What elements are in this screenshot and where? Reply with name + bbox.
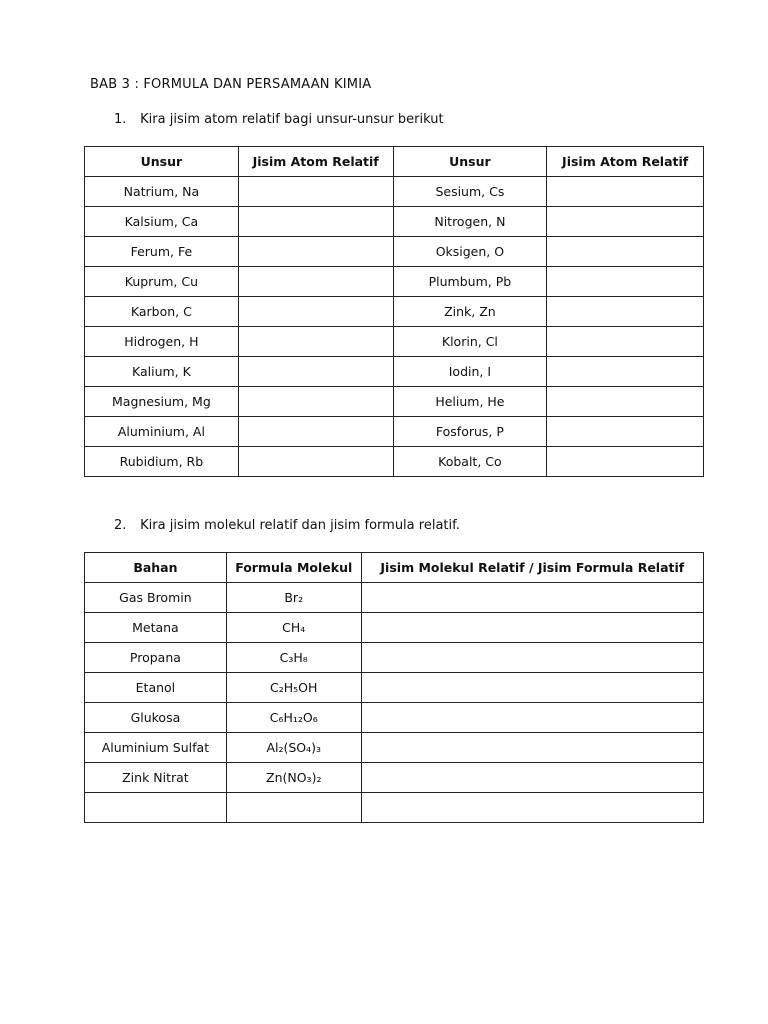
formula-cell[interactable] [226,793,361,823]
element-cell: Rubidium, Rb [85,447,239,477]
answer-cell[interactable] [547,297,704,327]
element-cell: Oksigen, O [393,237,547,267]
formula-cell: C₂H₅OH [226,673,361,703]
element-cell: Karbon, C [85,297,239,327]
page-title: BAB 3 : FORMULA DAN PERSAMAAN KIMIA [90,77,372,92]
element-cell: Zink, Zn [393,297,547,327]
substance-cell: Etanol [85,673,227,703]
answer-cell[interactable] [238,387,393,417]
answer-cell[interactable] [547,237,704,267]
question-1 [114,112,444,127]
answer-cell[interactable] [238,267,393,297]
table-row [85,237,704,267]
answer-cell[interactable] [238,327,393,357]
table-row [85,763,704,793]
answer-cell[interactable] [547,267,704,297]
table-header-row [85,553,704,583]
element-cell: Sesium, Cs [393,177,547,207]
question-2-text: Kira jisim molekul relatif dan jisim formula relatif. [140,518,460,533]
table-row [85,267,704,297]
element-cell: Kobalt, Co [393,447,547,477]
table-row [85,207,704,237]
answer-cell[interactable] [238,447,393,477]
table-row [85,793,704,823]
answer-cell[interactable] [238,357,393,387]
answer-cell[interactable] [238,297,393,327]
answer-cell[interactable] [547,177,704,207]
answer-cell[interactable] [238,237,393,267]
answer-cell[interactable] [547,207,704,237]
answer-cell[interactable] [238,207,393,237]
formula-cell: C₆H₁₂O₆ [226,703,361,733]
answer-cell[interactable] [547,387,704,417]
formula-cell: Al₂(SO₄)₃ [226,733,361,763]
substance-cell: Propana [85,643,227,673]
table-row [85,327,704,357]
element-cell: Kuprum, Cu [85,267,239,297]
element-cell: Magnesium, Mg [85,387,239,417]
table-row [85,643,704,673]
element-cell: Helium, He [393,387,547,417]
substance-cell: Zink Nitrat [85,763,227,793]
substance-cell: Glukosa [85,703,227,733]
table2-body [85,583,704,823]
table-row [85,417,704,447]
element-cell: Aluminium, Al [85,417,239,447]
table-row [85,613,704,643]
element-cell: Nitrogen, N [393,207,547,237]
question-1-text: Kira jisim atom relatif bagi unsur-unsur berikut [140,112,444,127]
table-row [85,177,704,207]
answer-cell[interactable] [361,613,703,643]
element-cell: Hidrogen, H [85,327,239,357]
element-cell: Plumbum, Pb [393,267,547,297]
answer-cell[interactable] [238,177,393,207]
header-jisim-atom-relatif-2: Jisim Atom Relatif [547,147,704,177]
header-formula-molekul: Formula Molekul [226,553,361,583]
header-bahan: Bahan [85,553,227,583]
answer-cell[interactable] [547,447,704,477]
formula-cell: Br₂ [226,583,361,613]
table-row [85,703,704,733]
question-2 [114,518,460,533]
table-row [85,387,704,417]
answer-cell[interactable] [547,357,704,387]
relative-atomic-mass-table [84,146,704,477]
substance-cell: Gas Bromin [85,583,227,613]
question-2-number: 2. [114,518,127,533]
answer-cell[interactable] [547,417,704,447]
table-row [85,583,704,613]
substance-cell[interactable] [85,793,227,823]
answer-cell[interactable] [361,703,703,733]
formula-cell: CH₄ [226,613,361,643]
table-row [85,297,704,327]
table-row [85,733,704,763]
substance-cell: Aluminium Sulfat [85,733,227,763]
header-unsur-1: Unsur [85,147,239,177]
element-cell: Iodin, I [393,357,547,387]
element-cell: Kalium, K [85,357,239,387]
element-cell: Fosforus, P [393,417,547,447]
answer-cell[interactable] [361,643,703,673]
table-row [85,357,704,387]
table-row [85,673,704,703]
answer-cell[interactable] [361,733,703,763]
header-jisim-molekul-relatif: Jisim Molekul Relatif / Jisim Formula Relatif [361,553,703,583]
element-cell: Klorin, Cl [393,327,547,357]
answer-cell[interactable] [361,673,703,703]
question-1-number: 1. [114,112,127,127]
header-unsur-2: Unsur [393,147,547,177]
table-row [85,447,704,477]
relative-molecular-mass-table [84,552,704,823]
element-cell: Ferum, Fe [85,237,239,267]
answer-cell[interactable] [238,417,393,447]
table1-body [85,177,704,477]
formula-cell: Zn(NO₃)₂ [226,763,361,793]
answer-cell[interactable] [361,763,703,793]
answer-cell[interactable] [547,327,704,357]
table-header-row [85,147,704,177]
formula-cell: C₃H₈ [226,643,361,673]
element-cell: Kalsium, Ca [85,207,239,237]
answer-cell[interactable] [361,793,703,823]
answer-cell[interactable] [361,583,703,613]
substance-cell: Metana [85,613,227,643]
element-cell: Natrium, Na [85,177,239,207]
header-jisim-atom-relatif-1: Jisim Atom Relatif [238,147,393,177]
